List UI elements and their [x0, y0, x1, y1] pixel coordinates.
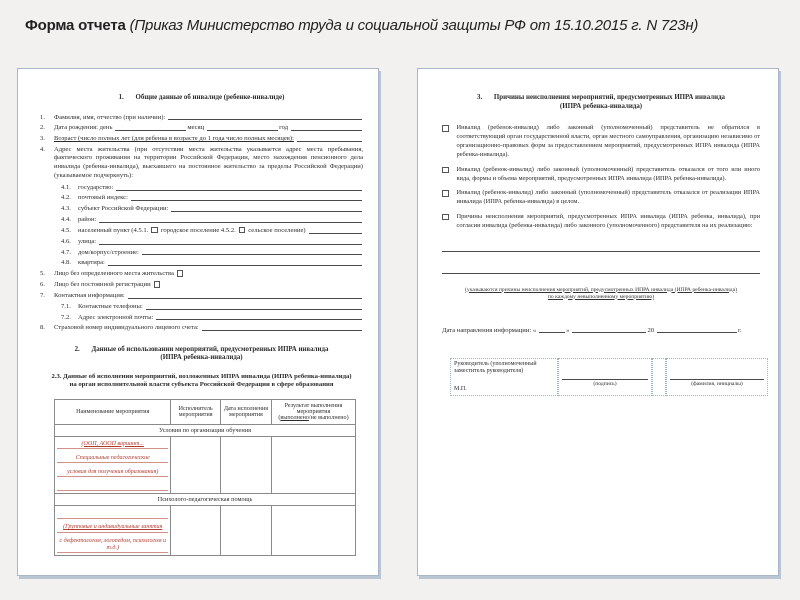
blank-line: [99, 222, 362, 223]
blank-line: [128, 298, 362, 299]
signature-role-cell: [450, 358, 558, 396]
form-item-birthdate: [40, 124, 363, 131]
measures-table: [54, 399, 356, 557]
checkbox-icon: [442, 214, 449, 221]
group-label-education: Условия по организации обучения: [55, 424, 356, 436]
blank-line: [442, 251, 760, 252]
item-number: 4.8.: [61, 259, 71, 267]
item-number: 3.: [40, 135, 45, 143]
item-label: улица:: [78, 237, 97, 245]
item-number: 4.4.: [61, 216, 71, 224]
item-label: государство:: [78, 183, 114, 191]
blank-line: [291, 130, 362, 131]
reason-text: Инвалид (ребенок-инвалид) либо законный (уполномоченный) представитель отказался от реализации ИПРА инвалида (ИПРА ребенка-инвалида) в целом.: [456, 189, 760, 205]
form-item-address: [40, 146, 363, 180]
stamp-place-label: М.П.: [454, 385, 467, 392]
slide-title-italic: (Приказ Министерство труда и социальной защиты РФ от 15.10.2015 г. N 723н): [129, 17, 699, 34]
blank-line: [146, 309, 362, 310]
item-label: населенный пункт (4.5.1.: [78, 226, 149, 234]
checkbox-icon: [442, 125, 449, 132]
form-item-apartment: [40, 259, 363, 266]
header-measure-name: Наименование мероприятия: [55, 399, 171, 424]
slide-title-bold: Форма отчета: [25, 17, 126, 34]
slide-title: [25, 17, 698, 34]
reason-item-refused-kind: [442, 165, 760, 183]
signature-caption: (подпись): [593, 380, 617, 387]
blank-line: [572, 332, 646, 333]
item-label: Лицо без постоянной регистрации: [54, 281, 151, 289]
blank-line: [115, 130, 186, 131]
blank-line: [202, 330, 362, 331]
signature-role: [454, 361, 554, 375]
empty-cell: [220, 506, 271, 556]
blank-line: [309, 233, 362, 234]
section2-number: 2.: [74, 345, 80, 353]
form-item-contact-info: [40, 292, 363, 299]
entry-education: [55, 436, 171, 494]
section2-title-line1: Данные об использовании мероприятий, предусмотренных ИПРА инвалида: [91, 345, 329, 353]
empty-cell: [271, 506, 355, 556]
form-item-country: [40, 184, 363, 191]
blank-ruled-line: [57, 508, 168, 519]
date-year-prefix: 20: [647, 326, 655, 334]
date-label: Дата направления информации: «: [442, 326, 537, 334]
table-header-row: [55, 399, 356, 424]
reason-text: Причины неисполнения мероприятий, предусмотренных ИПРА инвалида (ИПРА ребенка, инвалида), при согласии инвалида (ребенка-инвалида) либо законного (уполномоченного) представителя на их реализацию:: [456, 212, 760, 229]
signature-block: [450, 358, 760, 396]
form-item-no-registration: [40, 281, 363, 289]
item-label: почтовый индекс:: [78, 194, 128, 202]
blank-line: [116, 190, 362, 191]
section3-number: 3.: [477, 94, 483, 101]
section1-title: Общие данные об инвалиде (ребенке-инвалиде): [135, 94, 285, 101]
footnote-line1: (указываются причины неисполнения мероприятий, предусмотренных ИПРА инвалида (ИПРА ребенка-инвалида): [465, 286, 737, 293]
item-label: дом/корпус/строение:: [78, 248, 139, 256]
section1-items: [40, 114, 363, 332]
table-row: [55, 506, 356, 556]
item-label: Фамилия, имя, отчество (при наличии):: [54, 113, 166, 121]
signature-sign-cell: [558, 358, 652, 396]
blank-line: [297, 141, 362, 142]
item-number: 2.: [40, 124, 45, 132]
entry-education-line2: Специальные педагогические: [57, 449, 168, 463]
section3-title-line1: Причины неисполнения мероприятий, предусмотренных ИПРА инвалида: [493, 94, 725, 101]
form-item-phones: [40, 303, 363, 310]
item-number: 4.3.: [61, 205, 71, 213]
checkbox-icon: [154, 281, 161, 288]
reason-item-not-applied: [442, 123, 760, 159]
item-label: квартира:: [78, 259, 105, 267]
form-item-postcode: [40, 194, 363, 201]
item-label: район:: [78, 216, 97, 224]
signature-line: [562, 379, 648, 380]
item-number: 5.: [40, 270, 45, 278]
item-number: 1.: [40, 113, 45, 121]
blank-line: [142, 254, 362, 255]
section1-heading: [40, 94, 363, 103]
entry-psych-line2: с дефектологом, логопедом, психологом и т.д.): [57, 533, 168, 554]
reason-item-refused-whole: [442, 188, 760, 206]
section2-title-line2: (ИПРА ребенка-инвалида): [160, 354, 243, 362]
checkbox-icon: [442, 190, 449, 197]
form-item-homeless: [40, 270, 363, 278]
item-label: субъект Российской Федерации:: [78, 205, 169, 213]
signature-name-cell: [666, 358, 768, 396]
item-number: 4.6.: [61, 237, 71, 245]
section23-heading: [40, 373, 363, 390]
header-result-suffix: /не выполнено): [308, 414, 349, 421]
item-label: Контактные телефоны:: [78, 302, 143, 310]
entry-psych-line1: (Групповые и индивидуальные занятия: [57, 519, 168, 533]
item-number: 4.7.: [61, 248, 71, 256]
form-item-settlement: [40, 227, 363, 235]
item-label: Страховой номер индивидуального лицевого счета:: [54, 324, 199, 332]
form-item-snils: [40, 324, 363, 331]
date-quote: »: [566, 326, 570, 334]
group-label-psych: Психолого-педагогическая помощь: [55, 494, 356, 506]
item-label: год: [279, 124, 289, 132]
header-result-pre: (: [278, 414, 281, 421]
item-number: 7.2.: [61, 313, 71, 321]
item-label: Контактная информация:: [54, 291, 125, 299]
entry-education-line1: (ООП, АООП вариант...: [57, 439, 168, 450]
item-label: Лицо без определенного места жительства: [54, 270, 174, 278]
empty-cell: [171, 436, 220, 494]
footnote: [442, 287, 760, 301]
item-label: Адрес электронной почты:: [78, 313, 154, 321]
signature-gap-cell: [652, 358, 666, 396]
item-label: месяц: [187, 124, 205, 132]
reason-text: Инвалид (ребенок-инвалид) либо законный (уполномоченный) представитель отказался от того или иного вида, формы и объема мероприятий, предусмотренных ИПРА инвалида (ИПРА ребенка-инвалида).: [456, 165, 760, 182]
signature-role-line1: Руководитель (уполномоченный: [454, 360, 537, 367]
item-number: 8.: [40, 324, 45, 332]
blank-line: [442, 273, 760, 274]
item-label: Возраст (число полных лет (для ребенка в возрасте до 1 года число полных месяцев):: [54, 135, 294, 143]
blank-line: [171, 211, 362, 212]
form-item-region: [40, 205, 363, 212]
section3-title-line2: (ИПРА ребенка-инвалида): [559, 102, 643, 110]
item-label: сельское поселение): [248, 226, 306, 234]
reason-item-other: [442, 212, 760, 230]
form-item-house: [40, 249, 363, 256]
blank-line: [131, 200, 362, 201]
form-item-age: [40, 135, 363, 142]
entry-psych: [55, 506, 171, 556]
section1-number: 1.: [118, 94, 124, 101]
item-label: Адрес места жительства (при отсутствии места жительства указывается адрес места пребывания, фактического проживания на территории Российской Федерации, место нахождения пенсионного дела инвалида (ребенка-инвалида), выехавшего на постоянное жительство за пределы Российской Федерации) (указываемое подчеркнуть):: [54, 145, 363, 179]
checkbox-icon: [239, 227, 246, 234]
item-number: 4.5.: [61, 226, 71, 234]
section3-heading: [442, 94, 760, 111]
blank-ruled-line: [57, 477, 168, 491]
item-number: 6.: [40, 281, 45, 289]
header-executor: Исполнитель мероприятия: [171, 399, 220, 424]
form-item-district: [40, 216, 363, 223]
header-result-line1: Результат выполнения мероприятия: [284, 402, 343, 415]
group-row-education: [55, 424, 356, 436]
blank-line: [99, 244, 362, 245]
item-number: 7.1.: [61, 302, 71, 310]
form-item-email: [40, 314, 363, 321]
item-label: Дата рождения: день: [54, 124, 113, 132]
empty-cell: [271, 436, 355, 494]
item-number: 4.1.: [61, 183, 71, 191]
blank-line: [168, 119, 362, 120]
item-number: 7.: [40, 291, 45, 299]
blank-line: [657, 332, 737, 333]
blank-line: [539, 332, 565, 333]
entry-education-line3: условия для получения образования): [57, 463, 168, 477]
header-result-line2: [274, 415, 353, 421]
item-number: 4.2.: [61, 194, 71, 202]
header-result: [271, 399, 355, 424]
signature-role-line2: заместитель руководителя): [454, 367, 524, 374]
form-item-fio: [40, 114, 363, 121]
form-page-1: [17, 68, 379, 576]
empty-cell: [220, 436, 271, 494]
item-label: городское поселение 4.5.2.: [160, 226, 236, 234]
blank-line: [108, 265, 362, 266]
empty-cell: [171, 506, 220, 556]
table-row: [55, 436, 356, 494]
footnote-line2: по каждому невыполненному мероприятию): [547, 293, 655, 300]
form-page-2: [417, 68, 779, 576]
header-execution-date: Дата исполнения мероприятия: [220, 399, 271, 424]
section2-heading: [40, 346, 363, 363]
blank-line: [207, 130, 278, 131]
reason-text: Инвалид (ребенок-инвалид) либо законный (уполномоченный) представитель не обратился в соответствующий орган государственной власти, орган местного самоуправления, организацию независимо от организационно-правовых форм за предоставлением мероприятий, предусмотренных ИПРА инвалида (ИПРА ребенка-инвалида).: [456, 124, 760, 158]
checkbox-icon: [442, 167, 449, 174]
date-suffix: г.: [738, 326, 742, 334]
blank-line: [156, 319, 362, 320]
date-sent-row: [442, 327, 760, 334]
section23-line2: на орган исполнительной власти субъекта Российской Федерации в сфере образования: [69, 381, 334, 389]
item-number: 4.: [40, 145, 45, 153]
signature-line: [670, 379, 764, 380]
checkbox-icon: [151, 227, 158, 234]
header-result-underlined: выполнено: [280, 414, 309, 421]
reasons-list: [442, 123, 760, 230]
section23-line1: 2.3. Данные об исполнении мероприятий, возложенных ИПРА инвалида (ИПРА ребенка-инвалида): [51, 372, 352, 380]
form-item-street: [40, 238, 363, 245]
signature-name-caption: (фамилия, инициалы): [691, 380, 743, 387]
checkbox-icon: [177, 270, 184, 277]
group-row-psych: [55, 494, 356, 506]
